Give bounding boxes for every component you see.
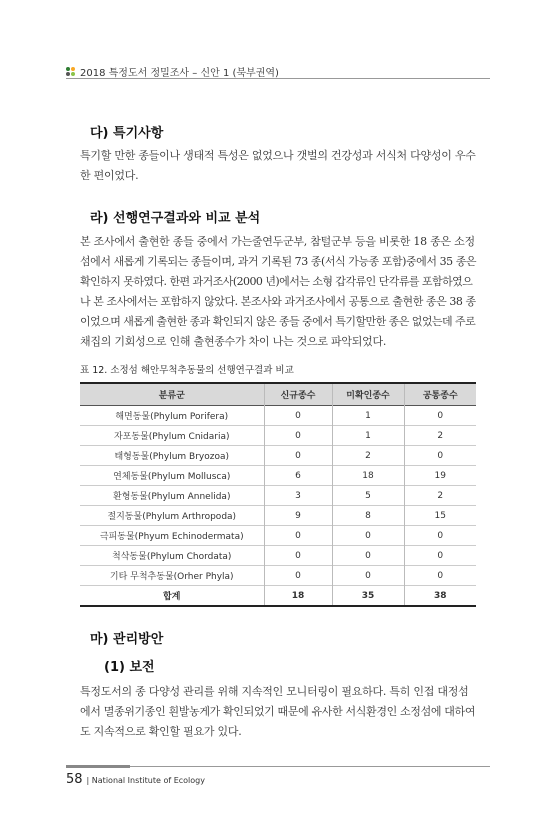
footer-divider bbox=[66, 766, 490, 767]
table-row bbox=[80, 546, 476, 566]
cell-new: 0 bbox=[264, 526, 332, 546]
cell-taxon: 태형동물(Phylum Bryozoa) bbox=[80, 446, 264, 466]
running-header bbox=[66, 64, 279, 79]
text-line: 한 편이었다. bbox=[80, 169, 139, 182]
cell-new: 3 bbox=[264, 486, 332, 506]
table-total-row bbox=[80, 586, 476, 607]
table-row bbox=[80, 506, 476, 526]
column-header-common: 공통종수 bbox=[404, 383, 476, 406]
cell-new: 0 bbox=[264, 546, 332, 566]
table-row bbox=[80, 526, 476, 546]
cell-common: 0 bbox=[437, 410, 444, 421]
cell-common: 0 bbox=[437, 530, 444, 541]
column-header-new: 신규종수 bbox=[264, 383, 332, 406]
text-line: 섬에서 새롭게 기록되는 종들이며, 과거 기록된 73 종(서식 가능종 포함)중에서 35 종은 bbox=[80, 255, 477, 268]
cell-unconfirmed: 1 bbox=[332, 426, 404, 446]
cell-common: 0 bbox=[437, 570, 444, 581]
running-title: 2018 특정도서 정밀조사 – 신안 1 (북부권역) bbox=[80, 68, 279, 79]
table-row bbox=[80, 566, 476, 586]
cell-taxon: 연체동물(Phylum Mollusca) bbox=[80, 466, 264, 486]
cell-taxon: 해면동물(Phylum Porifera) bbox=[80, 406, 264, 426]
cell-unconfirmed: 0 bbox=[332, 526, 404, 546]
table-caption: 표 12. 소정섬 해안무척추동물의 선행연구결과 비교 bbox=[80, 365, 294, 376]
cell-new: 0 bbox=[264, 566, 332, 586]
cell-taxon: 환형동물(Phylum Annelida) bbox=[80, 486, 264, 506]
text-line: 에서 멸종위기종인 흰발농게가 확인되었기 때문에 유사한 서식환경인 소정섬에 대하여 bbox=[80, 705, 476, 718]
paragraph-special bbox=[80, 146, 476, 186]
cell-taxon: 자포동물(Phylum Cnidaria) bbox=[80, 426, 264, 446]
paragraph-comparison bbox=[80, 232, 476, 352]
section-heading-special: 다) 특기사항 bbox=[90, 126, 164, 141]
page-number: 58 bbox=[66, 772, 83, 787]
text-line: 도 지속적으로 확인할 필요가 있다. bbox=[80, 725, 242, 738]
page-footer bbox=[66, 772, 205, 787]
table-row bbox=[80, 426, 476, 446]
text-line: 채집의 기회성으로 인해 출현종수가 차이 나는 것으로 파악되었다. bbox=[80, 335, 387, 348]
section-heading-management: 마) 관리방안 bbox=[90, 632, 164, 647]
cell-total-common: 38 bbox=[433, 590, 447, 601]
subsection-heading-conservation: (1) 보전 bbox=[104, 660, 155, 675]
text-line: 이었으며 새롭게 출현한 종과 확인되지 않은 종들 중에서 특기할만한 종은 없었는데 주로 bbox=[80, 315, 476, 328]
cell-common: 15 bbox=[434, 510, 446, 521]
cell-total-label: 합계 bbox=[80, 586, 264, 607]
footer-separator: | bbox=[86, 776, 92, 785]
footer-org: National Institute of Ecology bbox=[91, 776, 205, 785]
cell-common: 0 bbox=[437, 550, 444, 561]
cell-unconfirmed: 0 bbox=[332, 546, 404, 566]
text-line: 확인하지 못하였다. 한편 과거조사(2000 년)에서는 소형 갑각류인 단각류를 포함하였으 bbox=[80, 275, 473, 288]
text-line: 본 조사에서 출현한 종들 중에서 가는줄연두군부, 참털군부 등을 비롯한 18 종은 소정 bbox=[80, 235, 475, 248]
cell-taxon: 극피동물(Phyum Echinodermata) bbox=[80, 526, 264, 546]
cell-new: 9 bbox=[264, 506, 332, 526]
text-line: 특기할 만한 종들이나 생태적 특성은 없었으나 갯벌의 건강성과 서식처 다양성이 우수 bbox=[80, 149, 476, 162]
table-row bbox=[80, 486, 476, 506]
cell-new: 0 bbox=[264, 406, 332, 426]
header-dots-icon bbox=[66, 67, 75, 76]
column-header-unconfirmed: 미확인종수 bbox=[332, 383, 404, 406]
cell-unconfirmed: 1 bbox=[332, 406, 404, 426]
cell-common: 0 bbox=[437, 450, 444, 461]
table-row bbox=[80, 406, 476, 426]
cell-unconfirmed: 0 bbox=[332, 566, 404, 586]
table-row bbox=[80, 466, 476, 486]
cell-common: 19 bbox=[434, 470, 446, 481]
cell-unconfirmed: 8 bbox=[332, 506, 404, 526]
cell-new: 0 bbox=[264, 446, 332, 466]
cell-new: 6 bbox=[264, 466, 332, 486]
cell-taxon: 기타 무척추동물(Orher Phyla) bbox=[80, 566, 264, 586]
section-heading-comparison: 라) 선행연구결과와 비교 분석 bbox=[90, 211, 261, 226]
text-line: 특정도서의 종 다양성 관리를 위해 지속적인 모니터링이 필요하다. 특히 인접 대정섬 bbox=[80, 685, 469, 698]
cell-taxon: 절지동물(Phylum Arthropoda) bbox=[80, 506, 264, 526]
column-header-taxon: 분류군 bbox=[80, 383, 264, 406]
cell-total-unconfirmed: 35 bbox=[332, 586, 404, 607]
paragraph-management bbox=[80, 682, 476, 742]
comparison-table bbox=[80, 382, 476, 607]
cell-total-new: 18 bbox=[264, 586, 332, 607]
cell-common: 2 bbox=[437, 490, 444, 501]
cell-unconfirmed: 2 bbox=[332, 446, 404, 466]
cell-taxon: 척삭동물(Phylum Chordata) bbox=[80, 546, 264, 566]
cell-unconfirmed: 18 bbox=[332, 466, 404, 486]
table-row bbox=[80, 446, 476, 466]
table-header-row bbox=[80, 383, 476, 406]
header-divider bbox=[66, 78, 490, 79]
cell-unconfirmed: 5 bbox=[332, 486, 404, 506]
cell-common: 2 bbox=[437, 430, 444, 441]
cell-new: 0 bbox=[264, 426, 332, 446]
text-line: 나 본 조사에서는 포함하지 않았다. 본조사와 과거조사에서 공통으로 출현한 종은 38 종 bbox=[80, 295, 476, 308]
